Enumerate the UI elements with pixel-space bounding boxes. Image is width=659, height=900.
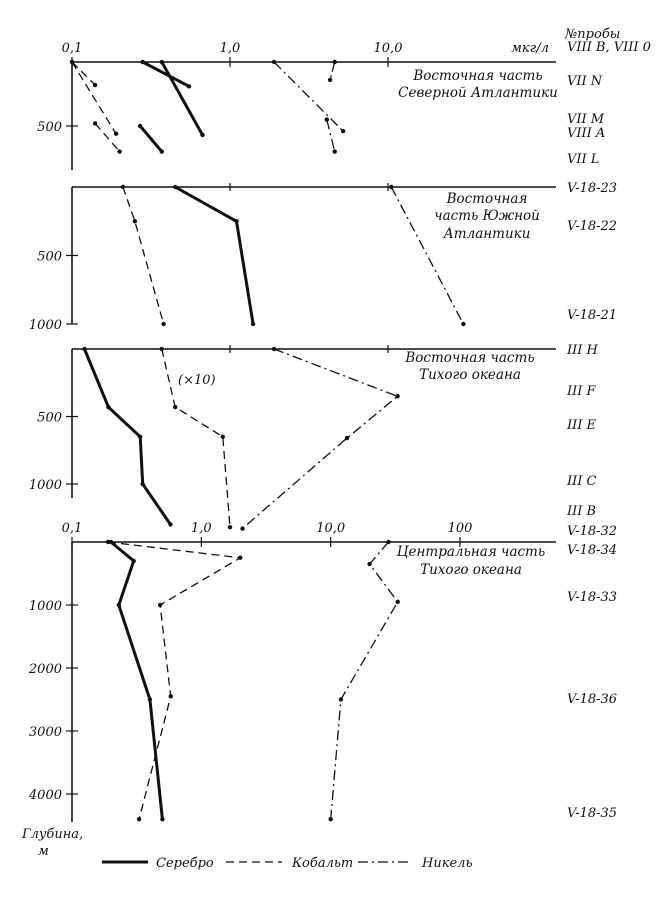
point-silver xyxy=(106,405,110,409)
sample-label: III H xyxy=(567,343,598,358)
point-nickel xyxy=(345,436,349,440)
region-label: Северной Атлантики xyxy=(398,85,558,101)
sample-label: V-18-22 xyxy=(567,219,618,234)
point-cobalt xyxy=(137,817,141,821)
sample-label: III F xyxy=(567,384,596,399)
sample-label: V-18-23 xyxy=(567,181,618,196)
legend-nickel-label: Никель xyxy=(422,856,473,871)
point-cobalt xyxy=(160,347,164,351)
point-cobalt xyxy=(169,694,173,698)
point-nickel xyxy=(461,322,465,326)
legend-cobalt-label: Кобальт xyxy=(292,856,354,871)
sample-label: V-18-34 xyxy=(567,543,618,558)
series-silver-line xyxy=(111,542,162,819)
x-tick-label: 10,0 xyxy=(316,521,346,536)
sample-label: VIII B, VIII 0 xyxy=(567,40,651,55)
region-label: Атлантики xyxy=(443,226,531,242)
panel-3 xyxy=(29,343,599,531)
sample-label: V-18-32 xyxy=(567,524,618,539)
depth-axis-unit: м xyxy=(38,844,49,859)
point-cobalt xyxy=(161,322,165,326)
point-cobalt xyxy=(133,219,137,223)
sample-label: V-18-21 xyxy=(567,308,618,323)
point-nickel xyxy=(341,129,345,133)
panel-1 xyxy=(37,40,651,170)
sample-label: VII M xyxy=(567,112,605,127)
region-label: Тихого океана xyxy=(419,367,521,383)
point-nickel xyxy=(389,185,393,189)
point-nickel xyxy=(396,600,400,604)
sample-label: VII N xyxy=(567,74,603,89)
point-nickel xyxy=(272,60,276,64)
point-silver xyxy=(251,322,255,326)
point-silver xyxy=(117,603,121,607)
series-silver-line xyxy=(175,187,253,324)
sample-label: III C xyxy=(567,474,597,489)
series-cobalt-line xyxy=(123,187,164,324)
series-cobalt-line xyxy=(72,62,95,85)
y-tick-label: 500 xyxy=(37,120,62,135)
point-nickel xyxy=(325,117,329,121)
point-nickel xyxy=(395,394,399,398)
point-silver xyxy=(132,559,136,563)
point-cobalt xyxy=(70,60,74,64)
point-nickel xyxy=(328,78,332,82)
series-silver-line xyxy=(162,62,203,135)
point-silver xyxy=(173,185,177,189)
x-tick-label: 100 xyxy=(447,521,473,536)
point-silver xyxy=(160,60,164,64)
sample-label: V-18-36 xyxy=(567,692,618,707)
x-tick-label: 0,1 xyxy=(61,521,83,536)
series-silver-line xyxy=(85,349,171,525)
point-cobalt xyxy=(121,185,125,189)
sample-label: VIII A xyxy=(567,126,606,141)
point-nickel xyxy=(240,526,244,530)
scale-annotation: (×10) xyxy=(178,373,216,388)
series-cobalt-line xyxy=(108,542,240,819)
unit-label: мкг/л xyxy=(511,41,549,56)
point-nickel xyxy=(272,347,276,351)
point-nickel xyxy=(339,697,343,701)
point-silver xyxy=(148,697,152,701)
x-tick-label: 0,1 xyxy=(61,41,83,56)
point-silver xyxy=(168,522,172,526)
point-nickel xyxy=(333,149,337,153)
point-silver xyxy=(234,219,238,223)
point-cobalt xyxy=(93,121,97,125)
point-silver xyxy=(82,347,86,351)
sample-number-header: №пробы xyxy=(565,27,621,42)
depth-axis-label: Глубина, xyxy=(22,827,84,842)
y-tick-label: 2000 xyxy=(28,662,62,677)
series-nickel-line xyxy=(330,62,335,80)
region-label: Восточная часть xyxy=(405,350,535,366)
point-silver xyxy=(140,482,144,486)
point-silver xyxy=(138,435,142,439)
region-label: Восточная xyxy=(446,191,528,207)
series-nickel-line xyxy=(327,120,335,152)
panel-2 xyxy=(29,181,617,333)
point-nickel xyxy=(333,60,337,64)
x-tick-label: 1,0 xyxy=(219,41,241,56)
point-silver xyxy=(200,133,204,137)
point-silver xyxy=(160,817,164,821)
point-silver xyxy=(187,84,191,88)
point-cobalt xyxy=(106,540,110,544)
point-cobalt xyxy=(173,405,177,409)
y-tick-label: 1000 xyxy=(28,478,62,493)
y-tick-label: 500 xyxy=(37,249,62,265)
panel-4 xyxy=(28,521,617,822)
sample-label: III E xyxy=(567,418,597,433)
point-cobalt xyxy=(114,131,118,135)
point-silver xyxy=(138,124,142,128)
legend-silver-label: Серебро xyxy=(156,856,214,871)
y-tick-label: 4000 xyxy=(28,788,62,803)
point-cobalt xyxy=(228,525,232,529)
point-nickel xyxy=(367,562,371,566)
region-label: часть Южной xyxy=(434,208,540,224)
series-nickel-line xyxy=(331,542,398,819)
point-silver xyxy=(140,60,144,64)
region-label: Тихого океана xyxy=(420,562,522,578)
point-cobalt xyxy=(238,556,242,560)
point-cobalt xyxy=(93,83,97,87)
legend xyxy=(102,856,473,871)
point-nickel xyxy=(328,817,332,821)
series-silver-line xyxy=(143,62,189,86)
series-nickel-line xyxy=(274,62,343,131)
y-tick-label: 1000 xyxy=(28,318,62,333)
sample-label: V-18-33 xyxy=(567,590,618,605)
sample-label: V-18-35 xyxy=(567,806,618,821)
sample-label: III B xyxy=(567,504,597,519)
x-tick-label: 10,0 xyxy=(373,41,403,56)
sample-label: VII L xyxy=(567,152,600,167)
series-cobalt-line xyxy=(95,123,120,151)
x-tick-label: 1,0 xyxy=(190,521,212,536)
y-tick-label: 500 xyxy=(37,410,62,426)
region-label: Восточная часть xyxy=(413,68,543,84)
point-cobalt xyxy=(221,435,225,439)
point-silver xyxy=(160,149,164,153)
point-cobalt xyxy=(158,603,162,607)
point-nickel xyxy=(386,540,390,544)
y-tick-label: 3000 xyxy=(28,725,62,740)
region-label: Центральная часть xyxy=(396,544,546,560)
series-silver-line xyxy=(140,126,162,152)
series-nickel-line xyxy=(243,349,398,529)
y-tick-label: 1000 xyxy=(28,599,62,614)
point-cobalt xyxy=(117,149,121,153)
